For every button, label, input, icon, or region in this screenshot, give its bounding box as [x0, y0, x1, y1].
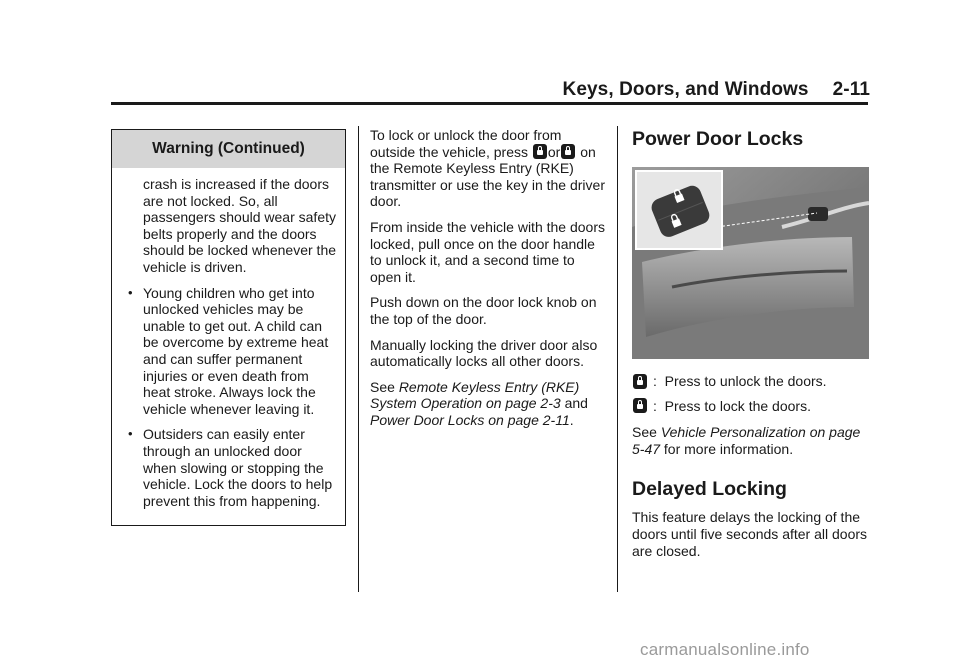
paragraph: This feature delays the locking of the doors until five seconds after all doors are closed. [632, 509, 868, 559]
paragraph: Push down on the door lock knob on the top of the door. [370, 294, 597, 327]
watermark: carmanualsonline.info [640, 640, 810, 659]
paragraph: See Vehicle Personalization on page 5-47 for more information. [632, 424, 861, 457]
lock-icon [533, 144, 547, 159]
lock-icon [633, 398, 647, 413]
cross-reference-link[interactable]: Vehicle Personalization on page 5-47 [632, 424, 861, 457]
cross-reference-link[interactable]: Remote Keyless Entry (RKE) System Operation on page 2-3 [370, 378, 580, 412]
unlock-icon [633, 374, 647, 389]
page-number: 2-11 [832, 79, 870, 100]
paragraph: To lock or unlock the door from outside the vehicle, press or on the Remote Keyless Entry (RKE) transmitter or use the key in the driver door. [370, 127, 605, 210]
page-header [560, 79, 870, 101]
door-panel-illustration [632, 167, 869, 359]
column-divider [617, 126, 618, 592]
section-title: Keys, Doors, and Windows [562, 79, 809, 100]
warning-body [112, 168, 345, 509]
unlock-legend: : Press to unlock the doors. [632, 373, 872, 390]
warning-box [111, 129, 346, 526]
section-heading: Delayed Locking [632, 478, 787, 501]
paragraph: See Remote Keyless Entry (RKE) System Operation on page 2-3 and Power Door Locks on page 2-11. [370, 378, 588, 428]
door-lock-photo [632, 167, 869, 359]
paragraph: From inside the vehicle with the doors locked, pull once on the door handle to unlock it, and a second time to open it. [370, 218, 605, 285]
right-column [632, 127, 872, 559]
cross-reference-link[interactable]: Power Door Locks on page 2-11 [370, 411, 570, 428]
middle-column [370, 127, 605, 438]
column-divider [358, 126, 359, 592]
warning-title: Warning (Continued) [112, 130, 345, 168]
lock-legend: : Press to lock the doors. [632, 398, 872, 415]
warning-intro: crash is increased if the doors are not locked. So, all passengers should wear safety belts properly and the doors should be locked whenever the vehicle is driven. [143, 176, 337, 275]
section-heading: Power Door Locks [632, 128, 804, 150]
paragraph: Manually locking the driver door also automatically locks all other doors. [370, 336, 598, 370]
warning-list [128, 284, 337, 510]
bullet-icon: • [128, 284, 133, 300]
list-item: • Outsiders can easily enter through an unlocked door when slowing or stopping the vehicle. Lock the doors to help prevent this from happening. [128, 426, 333, 509]
bullet-icon: • [128, 426, 133, 442]
list-item: • Young children who get into unlocked vehicles may be unable to get out. A child can be overcome by extreme heat and can suffer permanent injuries or even death from heat stroke. Always lock the vehicle whenever leaving it. [128, 284, 329, 417]
header-rule [111, 102, 868, 105]
unlock-icon [561, 144, 575, 159]
